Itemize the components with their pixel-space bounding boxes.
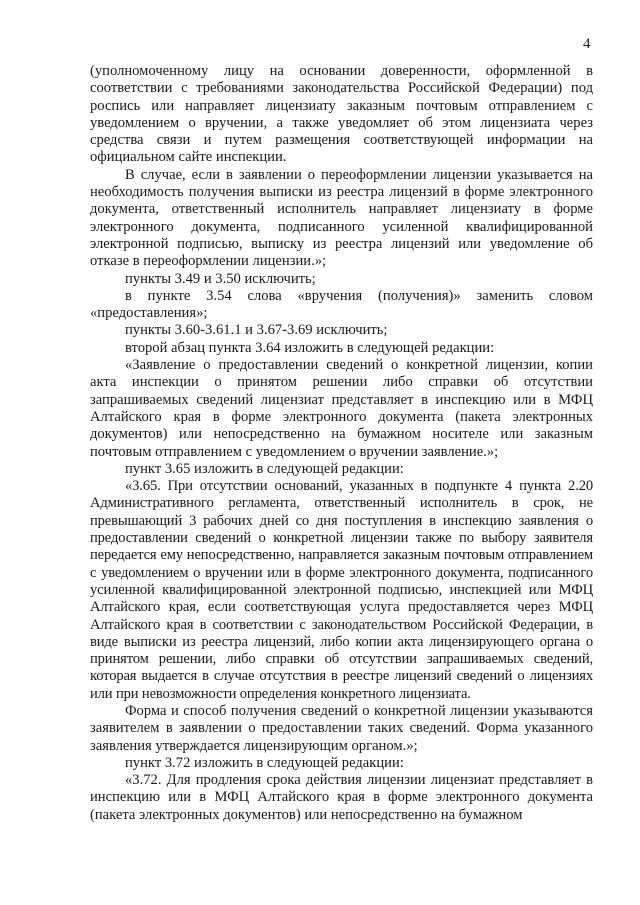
document-body [90, 63, 593, 824]
paragraph-amendment-3-72-intro: пункт 3.72 изложить в следующей редакции: [125, 754, 404, 771]
page-number: 4 [583, 36, 591, 52]
paragraph-amendment-3-72-text: «3.72. Для продления срока действия лицензии лицензиат представляет в инспекцию или в МФЦ Алтайского края в форме электронного документа (пакета электронных документов) или непосредственно на бумажном [90, 772, 593, 823]
paragraph-amendment-3-65-text: «3.65. При отсутствии оснований, указанных в подпункте 4 пункта 2.20 Административного регламента, ответственный исполнитель в срок, не превышающий 3 рабочих дней со дня поступления в инспекцию заявления о предоставлении сведений о конкретной лицензии также по выбору заявителя передается ему непосредственно, направляется заказным почтовым отправлением с уведомлением о вручении или в форме электронного документа, подписанного усиленной квалифицированной электронной подписью, инспекцией или МФЦ Алтайского края, если соответствующая услуга предоставляется через МФЦ Алтайского края в соответствии с законодательством Российской Федерации, в виде выписки из реестра лицензий, либо копии акта лицензирующего органа о принятом решении, либо справки об отсутствии запрашиваемых сведений, которая выдается в случае отсутствия в реестре лицензий сведений о лицензиях или при невозможности определения конкретного лицензиата. [90, 478, 593, 702]
paragraph-amendment-3-64-text: «Заявление о предоставлении сведений о конкретной лицензии, копии акта инспекции о принятом решении либо справки об отсутствии запрашиваемых сведений лицензиат представляет в инспекцию или в МФЦ Алтайского края в форме электронного документа (пакета электронных документов) или непосредственно на бумажном носителе или заказным почтовым отправлением с уведомлением о вручении заявление.»; [90, 357, 593, 460]
paragraph-amendment-3-54: в пункте 3.54 слова «вручения (получения)» заменить словом «предоставления»; [90, 287, 593, 322]
paragraph-reissue-extract: В случае, если в заявлении о переоформлении лицензии указывается на необходимость получения выписки из реестра лицензий в форме электронного документа, ответственный исполнитель направляет лицензиату в форме электронного документа, подписанного усиленной квалифицированной электронной подписью, выписку из реестра лицензий или уведомление об отказе в переоформлении лицензии.»; [90, 166, 593, 270]
paragraph-amendment-3-64-intro: второй абзац пункта 3.64 изложить в следующей редакции: [125, 339, 495, 356]
paragraph-amendment-3-49: пункты 3.49 и 3.50 исключить; [125, 270, 316, 287]
paragraph-continuation: (уполномоченному лицу на основании доверенности, оформленной в соответствии с требованиями законодательства Российской Федерации) под роспись или направляет лицензиату заказным почтовым отправлением с уведомлением о вручении, а также уведомляет об этом лицензиата через средства связи и путем размещения соответствующей информации на официальном сайте инспекции. [90, 63, 593, 166]
paragraph-request-form: Форма и способ получения сведений о конкретной лицензии указываются заявителем в заявлении о предоставлении таких сведений. Форма указанного заявления утверждается лицензирующим органом.»; [90, 702, 593, 754]
paragraph-amendment-3-65-intro: пункт 3.65 изложить в следующей редакции: [125, 460, 404, 477]
paragraph-amendment-3-60: пункты 3.60-3.61.1 и 3.67-3.69 исключить; [125, 322, 388, 339]
